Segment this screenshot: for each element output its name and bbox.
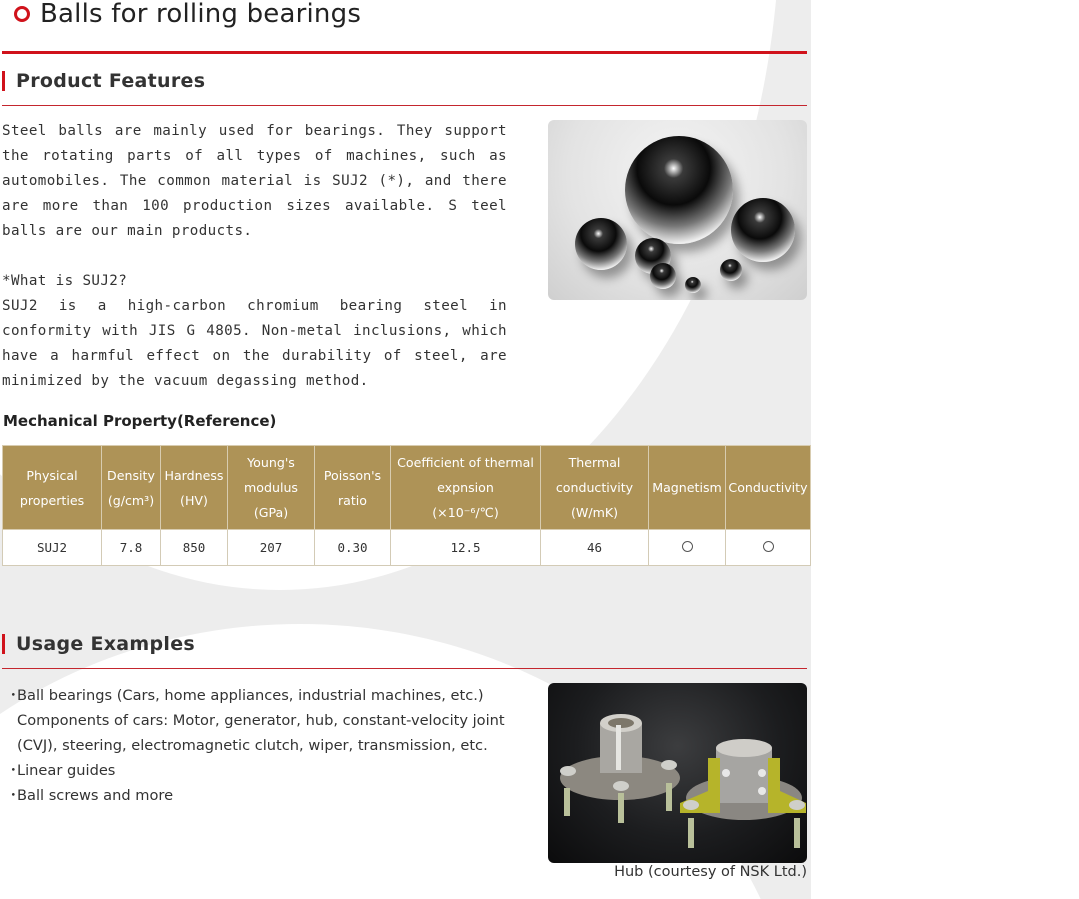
list-item-text: Linear guides [17, 762, 116, 779]
section-divider [2, 668, 807, 669]
col-header-thermal-conductivity: Thermal conductivity (W/mK) [541, 446, 649, 530]
suj2-note-body: SUJ2 is a high-carbon chromium bearing steel in conformity with JIS G 4805. Non-metal inclusions, which have a harmful effect on the durability of steel, are minimized by the vacuum degassing method. [2, 298, 507, 389]
red-bar-marker-icon [2, 71, 5, 91]
cell-hardness: 850 [161, 530, 228, 566]
bullet-dot-icon: ・ [6, 762, 21, 779]
steel-ball-small [650, 263, 676, 289]
list-item [6, 758, 526, 783]
steel-ball-large [625, 136, 733, 244]
hub-illustration-icon [548, 683, 807, 863]
steel-balls-image [548, 120, 807, 300]
bullet-dot-icon: ・ [6, 787, 21, 804]
cell-poissons-ratio: 0.30 [315, 530, 391, 566]
circle-yes-icon [682, 541, 693, 552]
hub-image-caption: Hub (courtesy of NSK Ltd.) [614, 864, 807, 880]
table-row [3, 530, 811, 566]
cell-conductivity [726, 530, 811, 566]
section-heading-text: Product Features [16, 70, 206, 92]
circle-yes-icon [763, 541, 774, 552]
col-header-physical-properties: Physical properties [3, 446, 102, 530]
title-divider [2, 51, 807, 54]
list-item-detail: Components of cars: Motor, generator, hub, constant-velocity joint [17, 712, 505, 729]
col-header-magnetism: Magnetism [649, 446, 726, 530]
list-item [6, 783, 526, 808]
section-heading-product-features [2, 70, 205, 92]
col-header-density: Density (g/cm³) [102, 446, 161, 530]
col-header-poissons-ratio: Poisson's ratio [315, 446, 391, 530]
features-description [2, 119, 507, 244]
page-title [14, 0, 361, 34]
col-header-hardness: Hardness (HV) [161, 446, 228, 530]
mechanical-property-table [2, 445, 811, 566]
cell-thermal-expansion: 12.5 [391, 530, 541, 566]
bullet-dot-icon: ・ [6, 687, 21, 704]
cell-material: SUJ2 [3, 530, 102, 566]
list-item-text: Ball bearings (Cars, home appliances, industrial machines, etc.) [17, 687, 484, 704]
section-divider [2, 105, 807, 106]
section-heading-text: Usage Examples [16, 633, 196, 655]
list-item-text: Ball screws and more [17, 787, 174, 804]
steel-ball-small [720, 259, 742, 281]
cell-thermal-conductivity: 46 [541, 530, 649, 566]
hub-bearing-image [548, 683, 807, 863]
mechanical-property-heading: Mechanical Property(Reference) [3, 412, 277, 430]
features-paragraph: Steel balls are mainly used for bearings. They support the rotating parts of all types of machines, such as automobiles. The common material is SUJ2 (*), and there are more than 100 production sizes available. S teel balls are our main products. [2, 123, 507, 239]
section-heading-usage-examples [2, 633, 195, 655]
table-header-row [3, 446, 811, 530]
suj2-note-title: *What is SUJ2? [2, 273, 128, 289]
steel-ball-tiny [685, 277, 701, 293]
cell-density: 7.8 [102, 530, 161, 566]
list-item-detail: (CVJ), steering, electromagnetic clutch, wiper, transmission, etc. [17, 737, 488, 754]
col-header-youngs-modulus: Young's modulus (GPa) [228, 446, 315, 530]
usage-list [6, 683, 526, 808]
col-header-conductivity: Conductivity [726, 446, 811, 530]
col-header-thermal-expansion: Coefficient of thermal expnsion (×10⁻⁶/℃) [391, 446, 541, 530]
suj2-note [2, 269, 507, 394]
list-item [6, 683, 526, 708]
steel-ball-medium [731, 198, 795, 262]
red-ring-bullet-icon [14, 6, 30, 22]
cell-magnetism [649, 530, 726, 566]
page-title-text: Balls for rolling bearings [40, 0, 362, 29]
red-bar-marker-icon [2, 634, 5, 654]
cell-youngs-modulus: 207 [228, 530, 315, 566]
steel-ball-medium [575, 218, 627, 270]
